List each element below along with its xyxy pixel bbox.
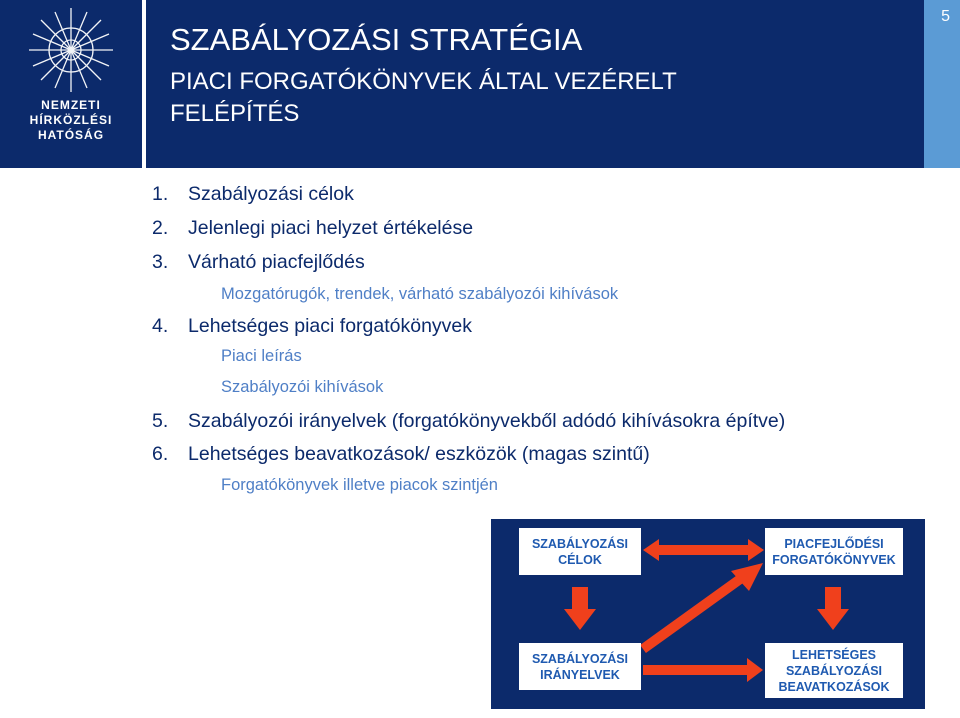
box-market-scenarios (765, 528, 903, 575)
box-possible-interventions (765, 643, 903, 698)
box-regulatory-goals (519, 528, 641, 575)
box-line: SZABÁLYOZÁSI (531, 536, 629, 551)
arrow-diagonal-line (643, 577, 743, 649)
logo-line: HATÓSÁG (37, 128, 105, 142)
box-line: FORGATÓKÖNYVEK (772, 552, 896, 567)
starburst-logo-icon (0, 0, 142, 100)
agenda-number: 1. (152, 183, 169, 205)
page-number: 5 (941, 8, 950, 25)
box-line: LEHETSÉGES (791, 647, 877, 662)
arrow-down-right-icon (817, 587, 849, 630)
box-line: SZABÁLYOZÁSI (785, 663, 883, 678)
box-line: BEAVATKOZÁSOK (778, 679, 890, 694)
agenda-subitem: Forgatókönyvek illetve piacok szintjén (221, 476, 498, 494)
arrow-right-icon (643, 658, 763, 682)
agenda-number: 2. (152, 217, 169, 239)
agenda-text: Szabályozási célok (188, 183, 354, 205)
box-line: CÉLOK (558, 552, 602, 567)
agenda-item (152, 217, 473, 240)
logo-line: NEMZETI (41, 98, 101, 112)
logo-text (0, 98, 142, 143)
process-diagram (491, 519, 925, 709)
agenda-item (152, 410, 785, 433)
agenda-subitem: Szabályozói kihívások (221, 378, 384, 396)
agenda-number: 3. (152, 251, 169, 273)
logo-panel (0, 0, 142, 168)
agenda-number: 4. (152, 315, 169, 337)
agenda-item (152, 443, 650, 466)
agenda-subitem: Mozgatórugók, trendek, várható szabályozói kihívások (221, 285, 619, 303)
agenda-item (152, 183, 354, 206)
agenda-text: Lehetséges beavatkozások/ eszközök (magas szintű) (188, 443, 650, 465)
agenda-text: Várható piacfejlődés (188, 251, 365, 273)
box-regulatory-guidelines (519, 643, 641, 690)
box-line: SZABÁLYOZÁSI (531, 651, 629, 666)
page-title: SZABÁLYOZÁSI STRATÉGIA (170, 22, 583, 57)
header-edge (924, 0, 960, 168)
logo-line: HÍRKÖZLÉSI (29, 113, 113, 127)
agenda-text: Lehetséges piaci forgatókönyvek (188, 315, 473, 337)
box-line: PIACFEJLŐDÉSI (784, 536, 884, 551)
agenda-item (152, 251, 365, 274)
agenda-text: Jelenlegi piaci helyzet értékelése (188, 217, 474, 239)
agenda-item (152, 315, 472, 338)
box-line: IRÁNYELVEK (540, 667, 620, 682)
agenda-number: 5. (152, 410, 169, 432)
arrow-down-left-icon (564, 587, 596, 630)
agenda-number: 6. (152, 443, 169, 465)
agenda-text: Szabályozói irányelvek (forgatókönyvekből adódó kihívásokra építve) (188, 410, 786, 432)
agenda-subitem: Piaci leírás (221, 347, 302, 365)
page-subtitle: PIACI FORGATÓKÖNYVEK ÁLTAL VEZÉRELT FELÉPÍTÉS (170, 68, 677, 127)
double-arrow-top-icon (643, 539, 764, 561)
